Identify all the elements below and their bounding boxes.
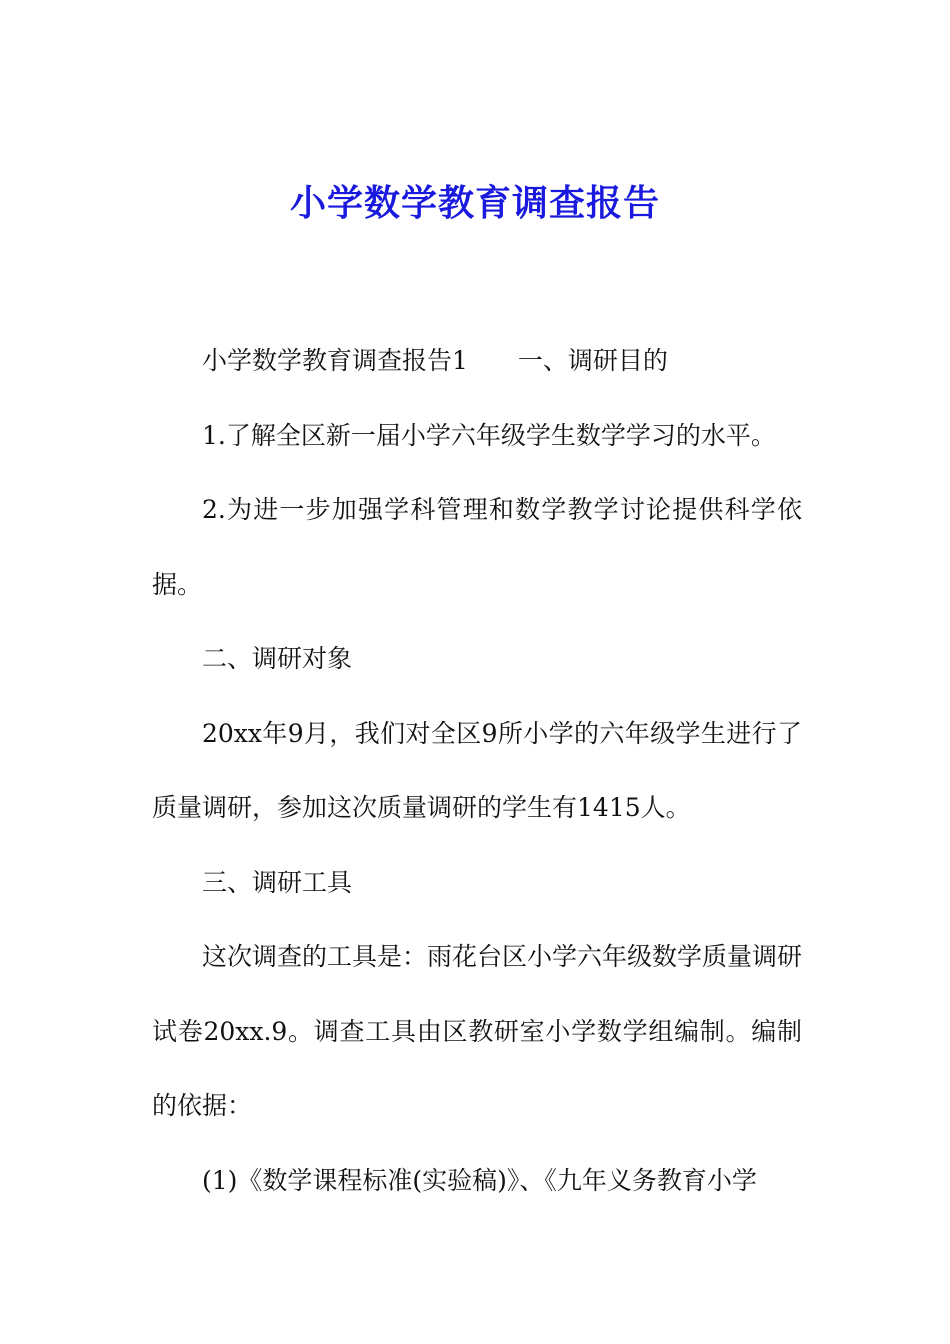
report-number-heading: 小学数学教育调查报告1 — [202, 346, 468, 375]
paragraph-basis-1: (1)《数学课程标准(实验稿)》、《九年义务教育小学 — [202, 1165, 757, 1195]
paragraph-report-heading — [152, 324, 802, 399]
document-body — [152, 324, 802, 1218]
paragraph-purpose-1: 1.了解全区新一届小学六年级学生数学学习的水平。 — [202, 420, 776, 450]
paragraph-subjects: 20xx年9月，我们对全区9所小学的六年级学生进行了质量调研，参加这次质量调研的学生有1415人。 — [152, 718, 802, 822]
section-heading-subjects: 二、调研对象 — [202, 644, 353, 673]
paragraph-tools: 这次调查的工具是：雨花台区小学六年级数学质量调研试卷20xx.9。调查工具由区教研室小学数学组编制。编制的依据： — [152, 942, 803, 1120]
section-heading-tools: 三、调研工具 — [202, 867, 353, 897]
section-heading-purpose: 一、调研目的 — [517, 346, 668, 375]
document-title: 小学数学教育调查报告 — [289, 183, 660, 224]
paragraph-purpose-2: 2.为进一步加强学科管理和数学教学讨论提供科学依据。 — [152, 495, 802, 599]
